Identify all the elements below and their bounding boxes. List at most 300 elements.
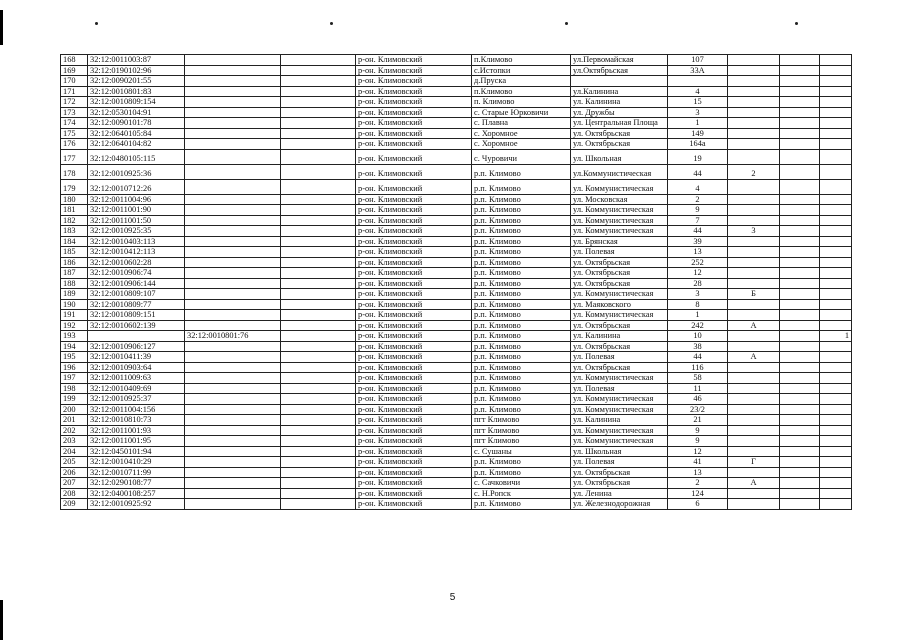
street: ул. Октябрьская xyxy=(571,362,668,373)
building-letter xyxy=(728,331,780,342)
empty-cell xyxy=(780,394,820,405)
table-row xyxy=(61,97,852,108)
row-number: 183 xyxy=(61,226,88,237)
cadastral-number: 32:12:0090201:55 xyxy=(88,76,185,87)
house-number: 7 xyxy=(668,215,728,226)
empty-cell xyxy=(780,446,820,457)
scan-dot xyxy=(795,22,798,25)
empty-cell xyxy=(281,499,356,510)
empty-cell xyxy=(780,467,820,478)
locality: р.п. Климово xyxy=(472,257,571,268)
extra-number xyxy=(820,215,852,226)
scan-edge-mark-bottom xyxy=(0,600,3,640)
empty-cell xyxy=(780,341,820,352)
building-letter: А xyxy=(728,478,780,489)
row-number: 192 xyxy=(61,320,88,331)
house-number: 44 xyxy=(668,164,728,179)
table-row xyxy=(61,488,852,499)
row-number: 208 xyxy=(61,488,88,499)
cadastral-number-alt xyxy=(185,139,281,150)
building-letter xyxy=(728,55,780,66)
locality: р.п. Климово xyxy=(472,457,571,468)
empty-cell xyxy=(281,164,356,179)
street: ул. Полевая xyxy=(571,247,668,258)
cadastral-number-alt xyxy=(185,415,281,426)
cadastral-number: 32:12:0010925:35 xyxy=(88,226,185,237)
cadastral-number-alt xyxy=(185,457,281,468)
street: ул. Коммунистическая xyxy=(571,404,668,415)
empty-cell xyxy=(281,226,356,237)
cadastral-number: 32:12:0010925:36 xyxy=(88,164,185,179)
district: р-он. Климовский xyxy=(356,404,472,415)
cadastral-number: 32:12:0011004:96 xyxy=(88,194,185,205)
empty-cell xyxy=(281,331,356,342)
extra-number xyxy=(820,128,852,139)
building-letter xyxy=(728,310,780,321)
building-letter xyxy=(728,107,780,118)
cadastral-number-alt xyxy=(185,149,281,164)
cadastral-number: 32:12:0010906:127 xyxy=(88,341,185,352)
building-letter xyxy=(728,268,780,279)
table-row xyxy=(61,436,852,447)
extra-number xyxy=(820,362,852,373)
empty-cell xyxy=(281,488,356,499)
extra-number xyxy=(820,488,852,499)
locality: с.Истопки xyxy=(472,65,571,76)
empty-cell xyxy=(780,118,820,129)
district: р-он. Климовский xyxy=(356,457,472,468)
empty-cell xyxy=(780,226,820,237)
row-number: 186 xyxy=(61,257,88,268)
row-number: 174 xyxy=(61,118,88,129)
district: р-он. Климовский xyxy=(356,236,472,247)
house-number: 9 xyxy=(668,436,728,447)
empty-cell xyxy=(281,118,356,129)
table-row xyxy=(61,236,852,247)
street: ул. Коммунистическая xyxy=(571,215,668,226)
district: р-он. Климовский xyxy=(356,194,472,205)
empty-cell xyxy=(780,76,820,87)
locality: р.п. Климово xyxy=(472,310,571,321)
locality: пгт Климово xyxy=(472,415,571,426)
table-row xyxy=(61,139,852,150)
house-number: 1 xyxy=(668,118,728,129)
district: р-он. Климовский xyxy=(356,97,472,108)
district: р-он. Климовский xyxy=(356,488,472,499)
table-row xyxy=(61,205,852,216)
empty-cell xyxy=(780,128,820,139)
locality: р.п. Климово xyxy=(472,373,571,384)
district: р-он. Климовский xyxy=(356,86,472,97)
street: ул. Октябрьская xyxy=(571,128,668,139)
row-number: 182 xyxy=(61,215,88,226)
building-letter xyxy=(728,488,780,499)
locality: с. Старые Юрковичи xyxy=(472,107,571,118)
district: р-он. Климовский xyxy=(356,55,472,66)
house-number xyxy=(668,76,728,87)
empty-cell xyxy=(780,97,820,108)
extra-number xyxy=(820,268,852,279)
cadastral-number: 32:12:0011009:63 xyxy=(88,373,185,384)
table-row xyxy=(61,179,852,194)
cadastral-number: 32:12:0011003:87 xyxy=(88,55,185,66)
district: р-он. Климовский xyxy=(356,499,472,510)
cadastral-number: 32:12:0010903:64 xyxy=(88,362,185,373)
house-number: 12 xyxy=(668,268,728,279)
street: ул. Калинина xyxy=(571,331,668,342)
building-letter xyxy=(728,97,780,108)
cadastral-number: 32:12:0480105:115 xyxy=(88,149,185,164)
locality: р.п. Климово xyxy=(472,205,571,216)
district: р-он. Климовский xyxy=(356,257,472,268)
locality: р.п. Климово xyxy=(472,194,571,205)
district: р-он. Климовский xyxy=(356,362,472,373)
cadastral-number-alt xyxy=(185,118,281,129)
cadastral-number: 32:12:0010801:83 xyxy=(88,86,185,97)
district: р-он. Климовский xyxy=(356,373,472,384)
locality: р.п. Климово xyxy=(472,247,571,258)
cadastral-number: 32:12:0011001:50 xyxy=(88,215,185,226)
empty-cell xyxy=(281,352,356,363)
building-letter xyxy=(728,341,780,352)
empty-cell xyxy=(780,331,820,342)
building-letter xyxy=(728,436,780,447)
cadastral-number-alt xyxy=(185,268,281,279)
house-number: 13 xyxy=(668,467,728,478)
table-row xyxy=(61,65,852,76)
street: ул. Коммунистическая xyxy=(571,226,668,237)
cadastral-number-alt xyxy=(185,404,281,415)
row-number: 191 xyxy=(61,310,88,321)
table-row xyxy=(61,194,852,205)
locality: с. Сачковичи xyxy=(472,478,571,489)
building-letter xyxy=(728,86,780,97)
house-number: 58 xyxy=(668,373,728,384)
district: р-он. Климовский xyxy=(356,415,472,426)
district: р-он. Климовский xyxy=(356,425,472,436)
table-row xyxy=(61,149,852,164)
house-number: 15 xyxy=(668,97,728,108)
table-row xyxy=(61,215,852,226)
extra-number xyxy=(820,383,852,394)
empty-cell xyxy=(281,289,356,300)
cadastral-number: 32:12:0011001:93 xyxy=(88,425,185,436)
empty-cell xyxy=(780,179,820,194)
table-row xyxy=(61,278,852,289)
empty-cell xyxy=(780,310,820,321)
empty-cell xyxy=(281,310,356,321)
extra-number xyxy=(820,257,852,268)
row-number: 203 xyxy=(61,436,88,447)
district: р-он. Климовский xyxy=(356,179,472,194)
district: р-он. Климовский xyxy=(356,278,472,289)
house-number: 6 xyxy=(668,499,728,510)
building-letter xyxy=(728,446,780,457)
table-row xyxy=(61,425,852,436)
empty-cell xyxy=(281,278,356,289)
empty-cell xyxy=(780,86,820,97)
district: р-он. Климовский xyxy=(356,289,472,300)
empty-cell xyxy=(281,139,356,150)
empty-cell xyxy=(281,97,356,108)
street: ул. Маяковского xyxy=(571,299,668,310)
street: ул.Коммунистическая xyxy=(571,164,668,179)
empty-cell xyxy=(780,236,820,247)
empty-cell xyxy=(281,215,356,226)
table-row xyxy=(61,373,852,384)
house-number: 124 xyxy=(668,488,728,499)
district: р-он. Климовский xyxy=(356,247,472,258)
cadastral-number: 32:12:0010809:151 xyxy=(88,310,185,321)
cadastral-number-alt xyxy=(185,425,281,436)
cadastral-number: 32:12:0010810:73 xyxy=(88,415,185,426)
locality: р.п. Климово xyxy=(472,362,571,373)
street: ул.Первомайская xyxy=(571,55,668,66)
house-number: 10 xyxy=(668,331,728,342)
locality: р.п. Климово xyxy=(472,268,571,279)
empty-cell xyxy=(780,205,820,216)
cadastral-number: 32:12:0010925:92 xyxy=(88,499,185,510)
cadastral-number-alt xyxy=(185,299,281,310)
extra-number xyxy=(820,107,852,118)
empty-cell xyxy=(780,149,820,164)
locality: п.Климово xyxy=(472,86,571,97)
locality: р.п. Климово xyxy=(472,320,571,331)
building-letter: 2 xyxy=(728,164,780,179)
table-row xyxy=(61,247,852,258)
extra-number xyxy=(820,373,852,384)
district: р-он. Климовский xyxy=(356,446,472,457)
house-number: 46 xyxy=(668,394,728,405)
empty-cell xyxy=(780,164,820,179)
empty-cell xyxy=(281,457,356,468)
cadastral-number-alt xyxy=(185,478,281,489)
table-row xyxy=(61,55,852,66)
locality: р.п. Климово xyxy=(472,404,571,415)
cadastral-number-alt xyxy=(185,257,281,268)
house-number: 3 xyxy=(668,289,728,300)
scan-dot xyxy=(565,22,568,25)
empty-cell xyxy=(281,383,356,394)
district: р-он. Климовский xyxy=(356,436,472,447)
row-number: 196 xyxy=(61,362,88,373)
empty-cell xyxy=(780,362,820,373)
building-letter xyxy=(728,362,780,373)
cadastral-number: 32:12:0010809:77 xyxy=(88,299,185,310)
cadastral-number-alt xyxy=(185,394,281,405)
street: ул. Школьная xyxy=(571,149,668,164)
empty-cell xyxy=(281,394,356,405)
empty-cell xyxy=(281,65,356,76)
empty-cell xyxy=(281,257,356,268)
empty-cell xyxy=(281,436,356,447)
locality: р.п. Климово xyxy=(472,215,571,226)
cadastral-number-alt xyxy=(185,467,281,478)
row-number: 181 xyxy=(61,205,88,216)
empty-cell xyxy=(281,446,356,457)
table-row xyxy=(61,415,852,426)
building-letter xyxy=(728,415,780,426)
cadastral-number-alt xyxy=(185,247,281,258)
extra-number xyxy=(820,289,852,300)
scan-edge-mark-top xyxy=(0,10,3,45)
cadastral-number-alt xyxy=(185,499,281,510)
empty-cell xyxy=(780,278,820,289)
cadastral-number-alt xyxy=(185,352,281,363)
row-number: 205 xyxy=(61,457,88,468)
table-row xyxy=(61,446,852,457)
house-number: 11 xyxy=(668,383,728,394)
empty-cell xyxy=(780,215,820,226)
empty-cell xyxy=(780,488,820,499)
empty-cell xyxy=(281,341,356,352)
extra-number xyxy=(820,86,852,97)
table-row xyxy=(61,499,852,510)
locality: р.п. Климово xyxy=(472,278,571,289)
locality: с. Хоромное xyxy=(472,139,571,150)
extra-number xyxy=(820,149,852,164)
house-number: 21 xyxy=(668,415,728,426)
house-number: 39 xyxy=(668,236,728,247)
cadastral-number: 32:12:0010410:29 xyxy=(88,457,185,468)
empty-cell xyxy=(281,268,356,279)
row-number: 198 xyxy=(61,383,88,394)
empty-cell xyxy=(780,299,820,310)
locality: с. Н.Ропск xyxy=(472,488,571,499)
table-row xyxy=(61,299,852,310)
extra-number xyxy=(820,179,852,194)
row-number: 197 xyxy=(61,373,88,384)
building-letter xyxy=(728,65,780,76)
locality: р.п. Климово xyxy=(472,467,571,478)
district: р-он. Климовский xyxy=(356,383,472,394)
cadastral-number: 32:12:0010809:107 xyxy=(88,289,185,300)
locality: с. Чуровичи xyxy=(472,149,571,164)
row-number: 177 xyxy=(61,149,88,164)
building-letter xyxy=(728,425,780,436)
extra-number xyxy=(820,65,852,76)
empty-cell xyxy=(281,194,356,205)
cadastral-number: 32:12:0640104:82 xyxy=(88,139,185,150)
table-row xyxy=(61,352,852,363)
district: р-он. Климовский xyxy=(356,299,472,310)
locality: р.п. Климово xyxy=(472,289,571,300)
table-row xyxy=(61,164,852,179)
locality: р.п. Климово xyxy=(472,331,571,342)
empty-cell xyxy=(780,352,820,363)
cadastral-number-alt xyxy=(185,236,281,247)
cadastral-number-alt xyxy=(185,205,281,216)
extra-number xyxy=(820,352,852,363)
district: р-он. Климовский xyxy=(356,65,472,76)
building-letter xyxy=(728,299,780,310)
house-number: 9 xyxy=(668,205,728,216)
street: ул. Коммунистическая xyxy=(571,310,668,321)
row-number: 187 xyxy=(61,268,88,279)
cadastral-number-alt xyxy=(185,289,281,300)
street xyxy=(571,76,668,87)
street: ул. Ленина xyxy=(571,488,668,499)
district: р-он. Климовский xyxy=(356,107,472,118)
building-letter: А xyxy=(728,352,780,363)
row-number: 172 xyxy=(61,97,88,108)
table-row xyxy=(61,394,852,405)
district: р-он. Климовский xyxy=(356,205,472,216)
street: ул. Коммунистическая xyxy=(571,394,668,405)
table-row xyxy=(61,289,852,300)
empty-cell xyxy=(281,299,356,310)
cadastral-number-alt xyxy=(185,76,281,87)
empty-cell xyxy=(780,257,820,268)
district: р-он. Климовский xyxy=(356,215,472,226)
empty-cell xyxy=(780,383,820,394)
house-number: 28 xyxy=(668,278,728,289)
house-number: 38 xyxy=(668,341,728,352)
building-letter xyxy=(728,236,780,247)
cadastral-number-alt xyxy=(185,383,281,394)
row-number: 176 xyxy=(61,139,88,150)
street: ул. Октябрьская xyxy=(571,278,668,289)
cadastral-number-alt xyxy=(185,226,281,237)
page-number: 5 xyxy=(449,592,456,603)
building-letter xyxy=(728,467,780,478)
cadastral-number: 32:12:0640105:84 xyxy=(88,128,185,139)
row-number: 184 xyxy=(61,236,88,247)
street: ул. Калинина xyxy=(571,97,668,108)
cadastral-number-alt xyxy=(185,86,281,97)
empty-cell xyxy=(780,139,820,150)
empty-cell xyxy=(281,415,356,426)
building-letter xyxy=(728,499,780,510)
building-letter xyxy=(728,179,780,194)
cadastral-number-alt xyxy=(185,65,281,76)
street: ул. Октябрьская xyxy=(571,257,668,268)
locality: р.п. Климово xyxy=(472,499,571,510)
district: р-он. Климовский xyxy=(356,352,472,363)
table-row xyxy=(61,76,852,87)
row-number: 194 xyxy=(61,341,88,352)
building-letter xyxy=(728,194,780,205)
row-number: 209 xyxy=(61,499,88,510)
cadastral-number: 32:12:0190102:96 xyxy=(88,65,185,76)
row-number: 200 xyxy=(61,404,88,415)
locality: пгт Климово xyxy=(472,436,571,447)
extra-number xyxy=(820,425,852,436)
building-letter: Б xyxy=(728,289,780,300)
street: ул. Октябрьская xyxy=(571,341,668,352)
extra-number xyxy=(820,467,852,478)
street: ул. Московская xyxy=(571,194,668,205)
extra-number xyxy=(820,236,852,247)
extra-number: 1 xyxy=(820,331,852,342)
locality: с. Плавна xyxy=(472,118,571,129)
building-letter xyxy=(728,383,780,394)
empty-cell xyxy=(780,373,820,384)
house-number: 44 xyxy=(668,352,728,363)
street: ул. Октябрьская xyxy=(571,268,668,279)
row-number: 201 xyxy=(61,415,88,426)
district: р-он. Климовский xyxy=(356,341,472,352)
row-number: 206 xyxy=(61,467,88,478)
house-number: 3 xyxy=(668,107,728,118)
house-number: 107 xyxy=(668,55,728,66)
building-letter xyxy=(728,247,780,258)
cadastral-number: 32:12:0010809:154 xyxy=(88,97,185,108)
extra-number xyxy=(820,55,852,66)
cadastral-number-alt: 32:12:0010801:76 xyxy=(185,331,281,342)
street: ул. Коммунистическая xyxy=(571,205,668,216)
cadastral-number-alt xyxy=(185,194,281,205)
